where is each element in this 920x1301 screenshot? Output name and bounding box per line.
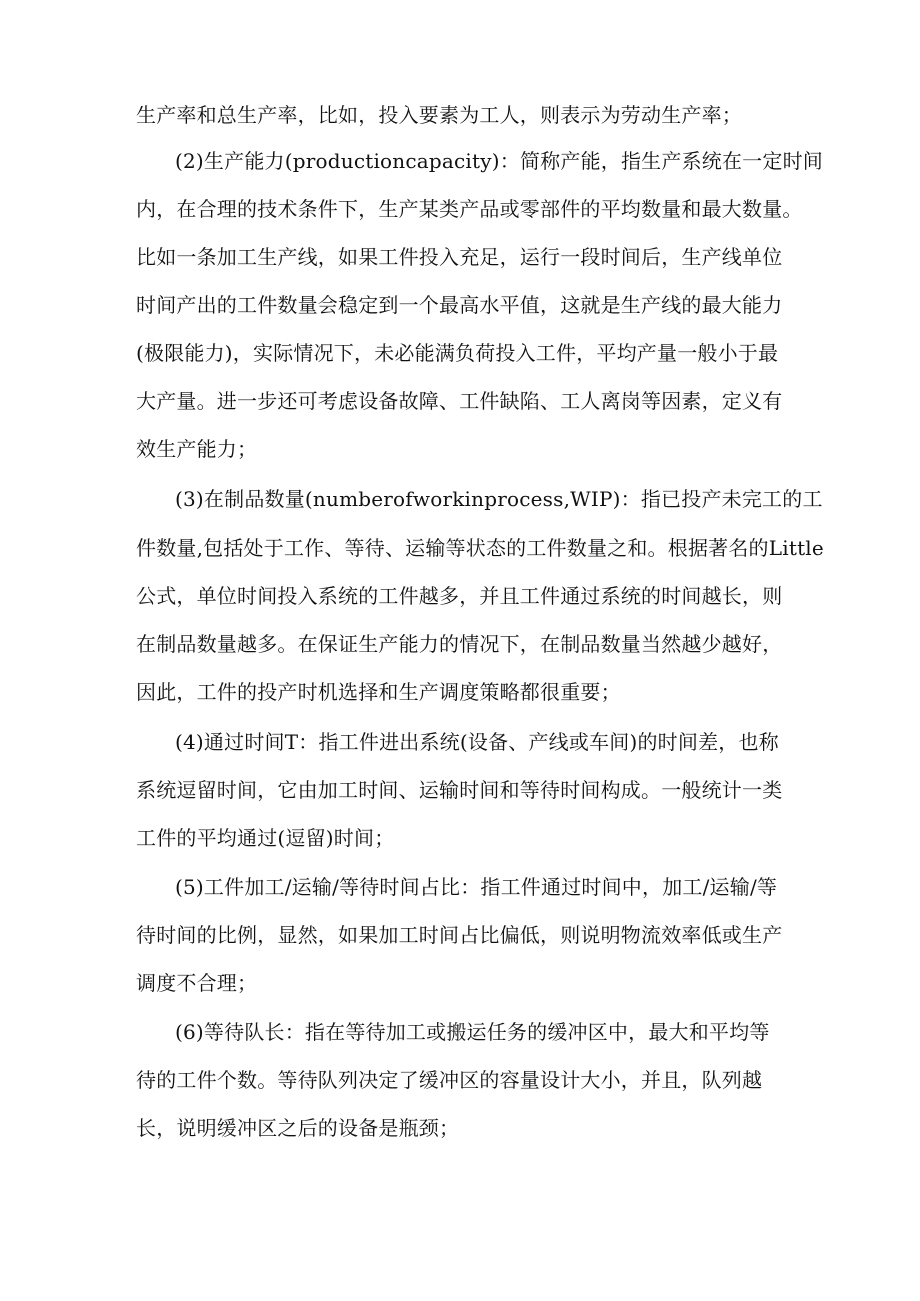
text-line: 工件的平均通过(逗留)时间；	[136, 826, 395, 850]
text-line: 系统逗留时间，它由加工时间、运输时间和等待时间构成。一般统计一类	[136, 778, 783, 802]
text-line: 在制品数量越多。在保证生产能力的情况下，在制品数量当然越少越好，	[136, 632, 783, 656]
text-line: 公式，单位时间投入系统的工件越多，并且工件通过系统的时间越长，则	[136, 584, 783, 608]
text-line-item-5-start: (5)工件加工/运输/等待时间占比：指工件通过时间中，加工/运输/等	[175, 875, 778, 899]
text-line-item-3-start: (3)在制品数量(numberofworkinprocess,WIP)：指已投产未完工的工	[175, 487, 823, 511]
text-line: 待时间的比例，显然，如果加工时间占比偏低，则说明物流效率低或生产	[136, 923, 783, 947]
text-line: 内，在合理的技术条件下，生产某类产品或零部件的平均数量和最大数量。	[136, 197, 803, 221]
text-line-item-6-start: (6)等待队长：指在等待加工或搬运任务的缓冲区中，最大和平均等	[175, 1020, 770, 1044]
text-line: 调度不合理；	[136, 971, 258, 995]
text-line: 效生产能力；	[136, 437, 258, 461]
text-line: (极限能力)，实际情况下，未必能满负荷投入工件，平均产量一般小于最	[136, 341, 779, 365]
text-line: 比如一条加工生产线，如果工件投入充足，运行一段时间后，生产线单位	[136, 245, 783, 269]
text-line: 大产量。进一步还可考虑设备故障、工件缺陷、工人离岗等因素，定义有	[136, 389, 783, 413]
text-line: 待的工件个数。等待队列决定了缓冲区的容量设计大小，并且，队列越	[136, 1068, 763, 1092]
text-line-item-4-start: (4)通过时间T：指工件进出系统(设备、产线或车间)的时间差，也称	[175, 730, 779, 754]
text-line: 时间产出的工件数量会稳定到一个最高水平值，这就是生产线的最大能力	[136, 293, 783, 317]
text-line: 长，说明缓冲区之后的设备是瓶颈；	[136, 1116, 460, 1140]
text-line: 因此，工件的投产时机选择和生产调度策略都很重要；	[136, 680, 621, 704]
text-line: 件数量,包括处于工作、等待、运输等状态的工件数量之和。根据著名的Little	[136, 536, 824, 560]
text-line: 生产率和总生产率，比如，投入要素为工人，则表示为劳动生产率；	[136, 103, 742, 127]
text-line-item-2-start: (2)生产能力(productioncapacity)：简称产能，指生产系统在一定时间	[175, 149, 823, 173]
